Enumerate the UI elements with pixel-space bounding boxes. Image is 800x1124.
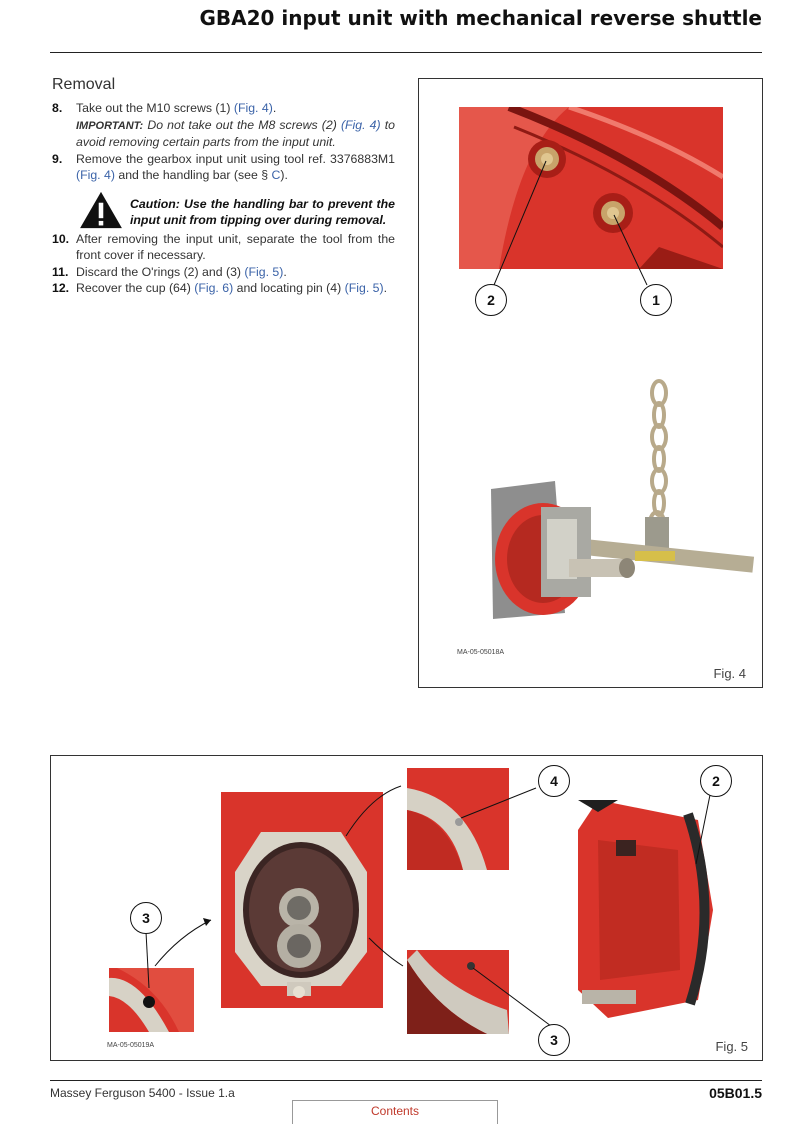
figure-4 — [418, 78, 763, 688]
section-heading: Removal — [52, 76, 116, 93]
caution-note: Caution: Use the handling bar to prevent the input unit from tipping over during removal. — [76, 196, 395, 229]
callout-2: 2 — [700, 765, 732, 797]
footer-page-number: 05B01.5 — [709, 1085, 762, 1101]
figure-5 — [50, 755, 763, 1061]
figure-code: MA-05-05018A — [457, 649, 505, 656]
section-link[interactable]: C — [271, 168, 281, 182]
step-12: 12. Recover the cup (64) (Fig. 6) and locating pin (4) (Fig. 5). — [52, 281, 388, 295]
callout-3: 3 — [538, 1024, 570, 1056]
callout-2: 2 — [475, 284, 507, 316]
step-9: 9. Remove the gearbox input unit using tool ref. 3376883M1 (Fig. 4) and the handling bar (see § C). — [52, 151, 395, 182]
leader-lines-fig4 — [419, 79, 762, 379]
page-title: GBA20 input unit with mechanical reverse shuttle — [199, 6, 762, 30]
footer-rule — [50, 1080, 762, 1081]
footer-publication: Massey Ferguson 5400 - Issue 1.a — [50, 1086, 235, 1100]
figure-link[interactable]: (Fig. 4) — [233, 101, 273, 115]
step-8: 8. Take out the M10 screws (1) (Fig. 4). — [52, 101, 277, 115]
figure-link[interactable]: (Fig. 4) — [340, 117, 381, 132]
header-rule — [50, 52, 762, 53]
callout-1: 1 — [640, 284, 672, 316]
figure-link[interactable]: (Fig. 5) — [344, 281, 384, 295]
step-10: 10. After removing the input unit, separate the tool from the front cover if necessary. — [52, 231, 395, 262]
figure-label: Fig. 5 — [715, 1039, 748, 1054]
step-number: 10. — [52, 231, 70, 246]
contents-button[interactable]: Contents — [292, 1100, 498, 1124]
figure-label: Fig. 4 — [713, 666, 746, 681]
procedure-steps — [52, 100, 395, 297]
important-keyword: IMPORTANT: — [76, 119, 144, 132]
figure-code: MA-05-05019A — [107, 1042, 155, 1049]
step-number: 11. — [52, 264, 69, 279]
step-number: 8. — [52, 101, 63, 115]
step-number: 9. — [52, 151, 63, 166]
figure-link[interactable]: (Fig. 6) — [194, 281, 234, 295]
important-note: IMPORTANT: Do not take out the M8 screws (2) (Fig. 4) to avoid removing certain parts from the input unit. — [76, 117, 395, 149]
figure-link[interactable]: (Fig. 4) — [76, 168, 115, 182]
figure-link[interactable]: (Fig. 5) — [244, 264, 284, 279]
callout-4: 4 — [538, 765, 570, 797]
photo-handling-bar — [485, 379, 755, 641]
warning-triangle-icon — [76, 190, 126, 230]
step-number: 12. — [52, 281, 70, 295]
callout-3: 3 — [130, 902, 162, 934]
step-11: 11. Discard the O'rings (2) and (3) (Fig. 5). — [52, 264, 287, 279]
